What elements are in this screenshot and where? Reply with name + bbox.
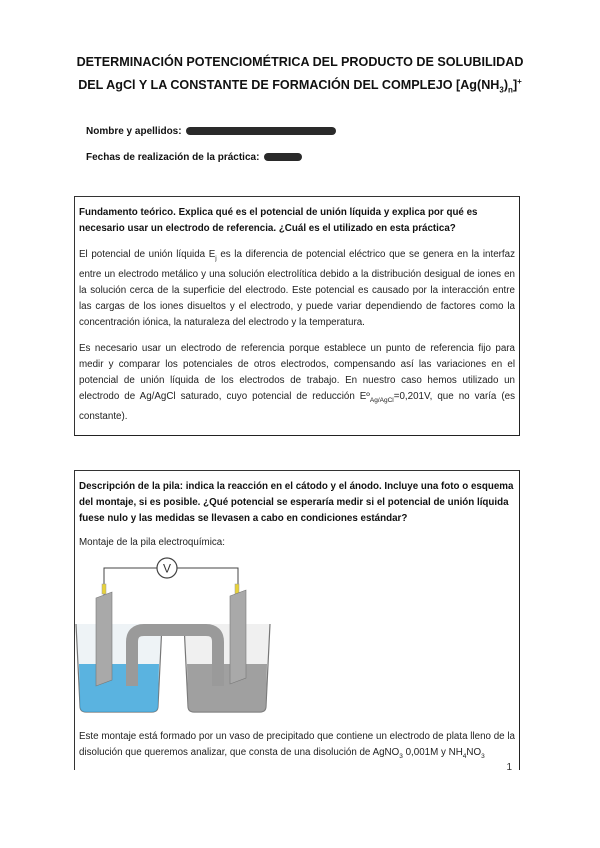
solution-left bbox=[79, 664, 159, 712]
title-paren: ) bbox=[503, 78, 509, 93]
section1-paragraph-2 bbox=[75, 341, 519, 425]
title-sub-n: n bbox=[508, 85, 513, 95]
para1-sub: j bbox=[215, 254, 217, 262]
s2-sub-3: 3 bbox=[481, 752, 485, 760]
section2-paragraph bbox=[75, 729, 519, 765]
redacted-name bbox=[186, 127, 336, 135]
name-label: Nombre y apellidos: bbox=[86, 126, 182, 137]
terminal-left bbox=[102, 584, 106, 594]
name-field bbox=[86, 126, 336, 137]
title-bracket: ] bbox=[512, 78, 518, 93]
solution-right bbox=[187, 664, 267, 712]
title-sub-3: 3 bbox=[499, 85, 504, 95]
dates-label: Fechas de realización de la práctica: bbox=[86, 152, 260, 163]
wire-right bbox=[177, 568, 238, 592]
section1-paragraph-1 bbox=[75, 247, 519, 331]
para1-text-b: es la diferencia de potencial eléctrico que se genera en la interfaz entre un electrodo metálico y una solución electrolítica debido a la distribución desigual de iones en la solución cerca de la superficie del electrodo. Este potencial es causado por la interacción entre las cargas de los iones disueltos y el electrodo, y puede variar dependiendo de factores como la concentración iónica, la naturaleza del electrodo y la temperatura. bbox=[79, 249, 515, 328]
para2-text-a: Es necesario usar un electrodo de referencia porque establece un punto de referencia fijo para medir y comparar los potenciales de otros electrodos, compensando así las variaciones en el potencial de unión líquida de los electrodos de trabajo. En nuestro caso hemos utilizado un electrodo de Ag/AgCl saturado, cuyo potencial de reducción Eº bbox=[79, 342, 515, 402]
page-title bbox=[40, 52, 560, 101]
para1-text-a: El potencial de unión líquida E bbox=[79, 249, 216, 260]
section1-question: Fundamento teórico. Explica qué es el potencial de unión líquida y explica por qué es necesario usar un electrodo de referencia. ¿Cuál es el utilizado en esta práctica? bbox=[79, 207, 478, 234]
voltmeter-label: V bbox=[162, 561, 172, 576]
s2-text-c: NO bbox=[466, 747, 482, 758]
electrochemical-cell-diagram bbox=[72, 556, 272, 716]
redacted-dates bbox=[264, 153, 302, 161]
para2-sub: Ag/AgCl bbox=[369, 396, 394, 404]
title-sup-plus: + bbox=[517, 77, 522, 86]
page-number: 1 bbox=[506, 762, 512, 773]
title-line-2-text: DEL AgCl Y LA CONSTANTE DE FORMACIÓN DEL COMPLEJO [Ag(NH bbox=[78, 78, 500, 93]
section-fundamento bbox=[74, 196, 520, 436]
electrode-right bbox=[230, 590, 246, 684]
s2-sub-1: 3 bbox=[399, 752, 403, 760]
section2-question: Descripción de la pila: indica la reacción en el cátodo y el ánodo. Incluye una foto o esquema del montaje, si es posible. ¿Qué potencial se esperaría medir si el potencial de unión líquida fuese nulo y las medidas se llevasen a cabo en condiciones estándar? bbox=[79, 481, 514, 524]
dates-field bbox=[86, 152, 302, 163]
s2-text-a: Este montaje está formado por un vaso de precipitado que contiene un electrodo de plata lleno de la disolución que queremos analizar, que consta de una disolución de AgNO bbox=[79, 731, 515, 758]
para2-text-b: =0,201V, que no varía (es constante). bbox=[79, 390, 515, 422]
title-line-2 bbox=[40, 72, 560, 101]
terminal-right bbox=[235, 584, 239, 594]
electrode-left bbox=[96, 592, 112, 686]
montaje-label: Montaje de la pila electroquímica: bbox=[79, 537, 225, 548]
s2-text-b: 0,001M y NH bbox=[402, 747, 463, 758]
s2-sub-2: 4 bbox=[462, 752, 467, 760]
title-line-1: DETERMINACIÓN POTENCIOMÉTRICA DEL PRODUCTO DE SOLUBILIDAD bbox=[76, 55, 524, 69]
